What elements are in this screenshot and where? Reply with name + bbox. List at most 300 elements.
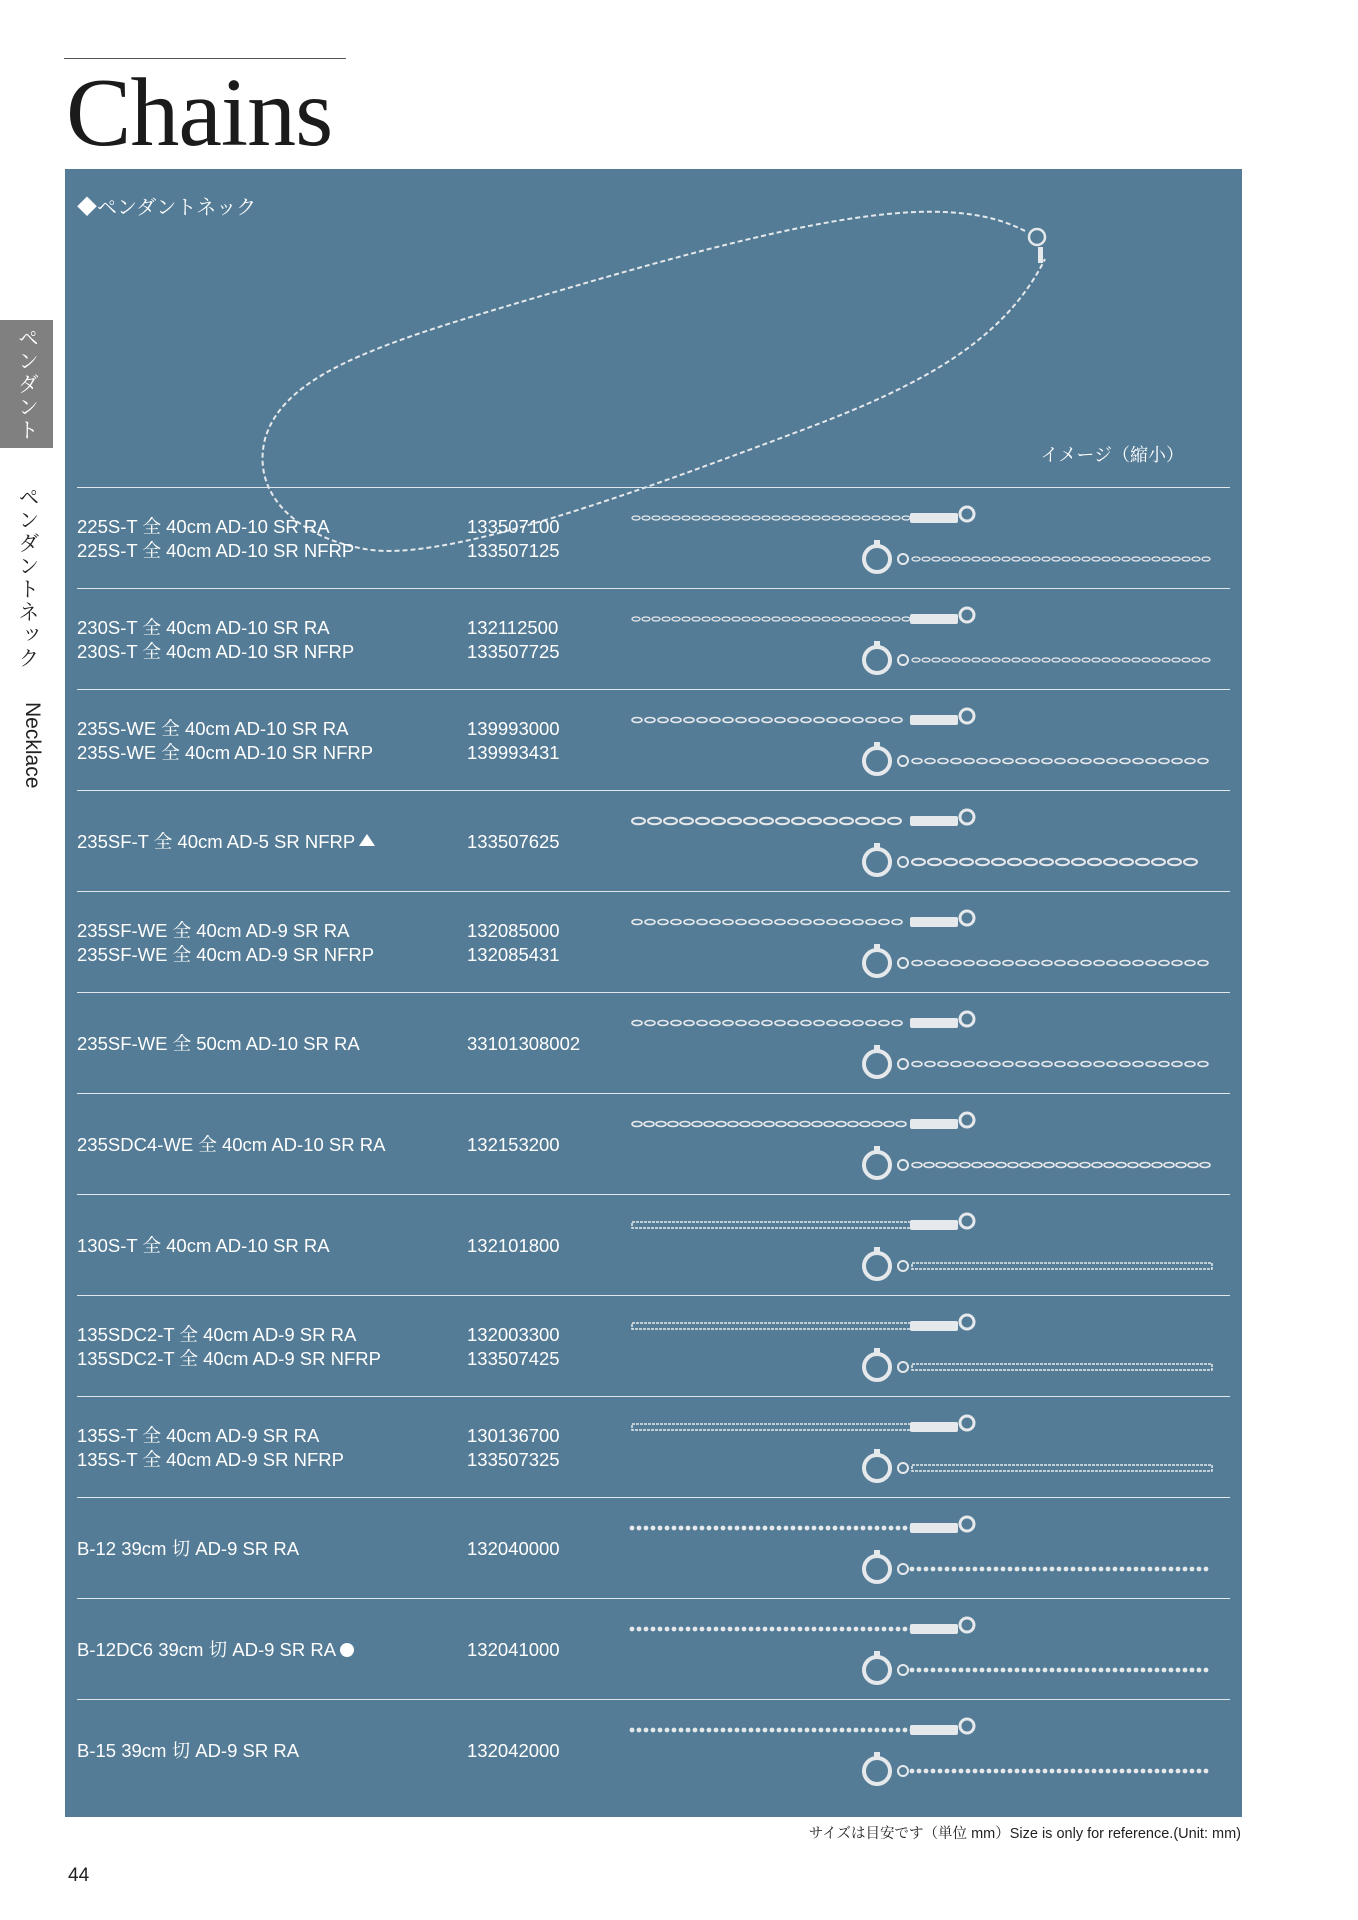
- clasp-ring: [898, 1766, 908, 1776]
- product-name: 135S-T 全 40cm AD-9 SR NFRP: [77, 1448, 344, 1470]
- chain-bead: [1008, 1769, 1013, 1774]
- clasp-ring: [898, 1463, 908, 1473]
- product-code: 132112500: [467, 616, 559, 638]
- chain-link: [782, 617, 790, 621]
- chain-link: [1198, 1062, 1208, 1067]
- chain-link: [948, 1163, 958, 1168]
- chain-link: [648, 818, 661, 825]
- chain-link: [853, 718, 863, 723]
- chain-link: [1159, 759, 1169, 764]
- chain-link: [1052, 658, 1060, 662]
- chain-bead: [987, 1567, 992, 1572]
- page-title: Chains: [66, 59, 333, 167]
- chain-bead: [735, 1627, 740, 1632]
- chain-link: [1198, 961, 1208, 966]
- clasp-ring: [898, 756, 908, 766]
- necklace-tag: [1038, 247, 1043, 263]
- chain-link: [642, 617, 650, 621]
- chain-bead: [1015, 1668, 1020, 1673]
- chain-link: [1102, 658, 1110, 662]
- clasp-lever: [874, 1045, 880, 1053]
- chain-link: [1202, 658, 1210, 662]
- chain-bead: [812, 1526, 817, 1531]
- chain-link: [800, 1122, 810, 1127]
- product-row: [77, 589, 1230, 690]
- chain-link: [922, 658, 930, 662]
- chain-link: [697, 920, 707, 925]
- chain-bead: [875, 1627, 880, 1632]
- jump-ring-icon: [960, 810, 974, 824]
- chain-link: [1040, 859, 1053, 866]
- chain-link: [632, 1021, 642, 1026]
- chain-bead: [1078, 1567, 1083, 1572]
- chain-bead: [770, 1526, 775, 1531]
- chain-link: [775, 718, 785, 723]
- chain-link: [736, 1021, 746, 1026]
- chain-link: [1202, 557, 1210, 561]
- chain-bead: [728, 1526, 733, 1531]
- chain-link: [872, 818, 885, 825]
- chain-bead: [1106, 1668, 1111, 1673]
- chain-bead: [1204, 1567, 1209, 1572]
- chain-link: [1164, 1163, 1174, 1168]
- product-row: [77, 1498, 1230, 1599]
- chain-link: [922, 557, 930, 561]
- chain-link: [1012, 557, 1020, 561]
- chain-link: [788, 1021, 798, 1026]
- chain-bead: [721, 1526, 726, 1531]
- product-code: 132101800: [467, 1234, 560, 1256]
- chain-bead: [994, 1668, 999, 1673]
- chain-sample-image: [622, 1200, 1222, 1290]
- chain-bead: [693, 1627, 698, 1632]
- product-row-text: [77, 488, 617, 588]
- chain-bead: [973, 1769, 978, 1774]
- chain-link: [1182, 557, 1190, 561]
- chain-bead: [770, 1627, 775, 1632]
- chain-strand: [912, 1263, 1212, 1269]
- chain-link: [760, 818, 773, 825]
- chain-link: [842, 516, 850, 520]
- chain-link: [664, 818, 677, 825]
- chain-bead: [1057, 1668, 1062, 1673]
- chain-bead: [1099, 1668, 1104, 1673]
- chain-bead: [882, 1526, 887, 1531]
- chain-bead: [693, 1526, 698, 1531]
- chain-link: [925, 961, 935, 966]
- chain-bead: [854, 1728, 859, 1733]
- chain-bead: [833, 1526, 838, 1531]
- product-name-text: 235SF-T 全 40cm AD-5 SR NFRP: [77, 830, 356, 852]
- chain-strand: [912, 1364, 1212, 1370]
- chain-bead: [1127, 1668, 1132, 1673]
- chain-bead: [805, 1627, 810, 1632]
- chain-link: [788, 1122, 798, 1127]
- chain-bead: [658, 1526, 663, 1531]
- product-name: 135SDC2-T 全 40cm AD-9 SR NFRP: [77, 1347, 381, 1369]
- chain-link: [1088, 859, 1101, 866]
- product-line: [77, 830, 617, 853]
- chain-bead: [854, 1627, 859, 1632]
- product-row: [77, 488, 1230, 589]
- chain-link: [1146, 961, 1156, 966]
- clasp-lever: [874, 1348, 880, 1356]
- chain-bead: [917, 1567, 922, 1572]
- product-name: 235SF-WE 全 40cm AD-9 SR NFRP: [77, 943, 375, 965]
- chain-bead: [1141, 1567, 1146, 1572]
- product-line: [77, 1638, 617, 1661]
- chain-bead: [1162, 1769, 1167, 1774]
- chain-bead: [994, 1567, 999, 1572]
- chain-bead: [763, 1627, 768, 1632]
- chain-link: [1022, 658, 1030, 662]
- clasp-ring: [898, 1160, 908, 1170]
- chain-link: [671, 1021, 681, 1026]
- chain-link: [1122, 658, 1130, 662]
- product-line: [77, 640, 617, 663]
- jump-ring-icon: [960, 1315, 974, 1329]
- chain-link: [1072, 557, 1080, 561]
- product-row: [77, 1296, 1230, 1397]
- chain-link: [672, 516, 680, 520]
- chain-link: [723, 1021, 733, 1026]
- chain-link: [992, 658, 1000, 662]
- chain-link: [892, 718, 902, 723]
- chain-bead: [1036, 1668, 1041, 1673]
- chain-bead: [756, 1627, 761, 1632]
- chain-bead: [644, 1728, 649, 1733]
- product-row: [77, 1094, 1230, 1195]
- end-tag: [910, 1523, 958, 1533]
- chain-link: [762, 1021, 772, 1026]
- chain-bead: [840, 1728, 845, 1733]
- chain-bead: [952, 1769, 957, 1774]
- product-name: B-15 39cm 切 AD-9 SR RA: [77, 1739, 300, 1761]
- chain-bead: [630, 1728, 635, 1733]
- chain-bead: [889, 1728, 894, 1733]
- chain-bead: [1050, 1668, 1055, 1673]
- chain-link: [1120, 759, 1130, 764]
- clasp-lever: [874, 1449, 880, 1457]
- chain-bead: [812, 1627, 817, 1632]
- chain-bead: [1029, 1668, 1034, 1673]
- chain-link: [632, 1122, 642, 1127]
- chain-link: [996, 1163, 1006, 1168]
- product-row: [77, 1700, 1230, 1800]
- chain-bead: [945, 1769, 950, 1774]
- clasp-ring: [898, 554, 908, 564]
- chain-link: [892, 1021, 902, 1026]
- chain-link: [1092, 557, 1100, 561]
- chain-bead: [959, 1567, 964, 1572]
- chain-link: [712, 818, 725, 825]
- chain-link: [977, 759, 987, 764]
- chain-link: [982, 557, 990, 561]
- chain-link: [932, 658, 940, 662]
- chain-bead: [1155, 1668, 1160, 1673]
- chain-bead: [707, 1728, 712, 1733]
- chain-bead: [945, 1668, 950, 1673]
- spring-ring-clasp-icon: [864, 1758, 890, 1784]
- chain-bead: [1141, 1668, 1146, 1673]
- jump-ring-icon: [960, 1618, 974, 1632]
- product-code: 133507100: [467, 515, 560, 537]
- chain-link: [1016, 961, 1026, 966]
- chain-link: [1185, 1062, 1195, 1067]
- chain-bead: [637, 1627, 642, 1632]
- chain-bead: [1001, 1769, 1006, 1774]
- end-tag: [910, 1119, 958, 1129]
- product-line: [77, 1739, 617, 1762]
- chain-bead: [742, 1526, 747, 1531]
- chain-bead: [644, 1526, 649, 1531]
- chain-bead: [1197, 1567, 1202, 1572]
- chain-bead: [686, 1728, 691, 1733]
- chain-link: [702, 617, 710, 621]
- chain-link: [1008, 1163, 1018, 1168]
- chain-sample-image: [622, 897, 1222, 987]
- chain-link: [1056, 1163, 1066, 1168]
- chain-link: [728, 1122, 738, 1127]
- chain-bead: [742, 1728, 747, 1733]
- chain-link: [692, 1122, 702, 1127]
- chain-link: [1081, 1062, 1091, 1067]
- chain-bead: [1134, 1769, 1139, 1774]
- chain-bead: [1071, 1668, 1076, 1673]
- chain-link: [642, 516, 650, 520]
- chain-bead: [903, 1728, 908, 1733]
- chain-bead: [910, 1769, 915, 1774]
- chain-link: [684, 1021, 694, 1026]
- chain-link: [1120, 859, 1133, 866]
- chain-link: [1152, 557, 1160, 561]
- chain-link: [1032, 658, 1040, 662]
- chain-link: [938, 961, 948, 966]
- chain-link: [712, 617, 720, 621]
- clasp-ring: [898, 655, 908, 665]
- clasp-ring: [898, 1059, 908, 1069]
- chain-bead: [749, 1526, 754, 1531]
- end-tag: [910, 715, 958, 725]
- end-tag: [910, 816, 958, 826]
- chain-link: [814, 1021, 824, 1026]
- chain-bead: [1022, 1668, 1027, 1673]
- product-row: [77, 791, 1230, 892]
- chain-link: [732, 617, 740, 621]
- chain-bead: [868, 1627, 873, 1632]
- chain-bead: [889, 1526, 894, 1531]
- chain-bead: [1001, 1567, 1006, 1572]
- chain-bead: [1001, 1668, 1006, 1673]
- jump-ring-icon: [960, 507, 974, 521]
- chain-bead: [973, 1567, 978, 1572]
- product-name: 235S-WE 全 40cm AD-10 SR RA: [77, 717, 349, 739]
- chain-bead: [1155, 1769, 1160, 1774]
- chain-bead: [777, 1728, 782, 1733]
- chain-link: [990, 759, 1000, 764]
- chain-link: [1081, 961, 1091, 966]
- chain-bead: [651, 1627, 656, 1632]
- chain-bead: [931, 1567, 936, 1572]
- size-note: サイズは目安です（単位 mm）Size is only for reference.(Unit: mm): [808, 1826, 1241, 1842]
- chain-link: [1044, 1163, 1054, 1168]
- chain-link: [1003, 759, 1013, 764]
- spring-ring-clasp-icon: [864, 1051, 890, 1077]
- product-code: 133507725: [467, 640, 560, 662]
- chain-bead: [679, 1627, 684, 1632]
- chain-bead: [1141, 1769, 1146, 1774]
- chain-bead: [742, 1627, 747, 1632]
- chain-link: [1132, 658, 1140, 662]
- clasp-ring: [898, 1362, 908, 1372]
- chain-bead: [1043, 1668, 1048, 1673]
- chain-bead: [826, 1728, 831, 1733]
- chain-link: [1168, 859, 1181, 866]
- chain-link: [952, 557, 960, 561]
- product-line: [77, 1347, 617, 1370]
- chain-bead: [1106, 1567, 1111, 1572]
- chain-bead: [1169, 1668, 1174, 1673]
- chain-bead: [1057, 1769, 1062, 1774]
- chain-bead: [1148, 1668, 1153, 1673]
- chain-bead: [805, 1728, 810, 1733]
- chain-link: [658, 718, 668, 723]
- chain-link: [951, 1062, 961, 1067]
- end-tag: [910, 1018, 958, 1028]
- chain-bead: [861, 1526, 866, 1531]
- catalog-panel: [65, 169, 1242, 1817]
- chain-link: [882, 516, 890, 520]
- chain-link: [1172, 961, 1182, 966]
- chain-link: [902, 617, 910, 621]
- product-row-text: [77, 1296, 617, 1396]
- page-number: 44: [68, 1865, 90, 1886]
- chain-link: [808, 818, 821, 825]
- chain-link: [972, 658, 980, 662]
- chain-link: [1003, 961, 1013, 966]
- chain-bead: [1015, 1769, 1020, 1774]
- chain-link: [1142, 658, 1150, 662]
- chain-link: [1072, 859, 1085, 866]
- chain-link: [632, 617, 640, 621]
- product-list: [77, 488, 1230, 1800]
- chain-bead: [791, 1627, 796, 1632]
- chain-link: [952, 658, 960, 662]
- side-tab-pendant[interactable]: [0, 320, 53, 448]
- chain-link: [912, 658, 920, 662]
- product-row-text: [77, 791, 617, 891]
- jump-ring-icon: [960, 709, 974, 723]
- chain-link: [1162, 658, 1170, 662]
- chain-sample-image: [622, 1301, 1222, 1391]
- product-name: 235SDC4-WE 全 40cm AD-10 SR RA: [77, 1133, 386, 1155]
- chain-link: [1055, 759, 1065, 764]
- chain-link: [824, 818, 837, 825]
- chain-link: [742, 617, 750, 621]
- jump-ring-icon: [960, 911, 974, 925]
- product-row: [77, 1397, 1230, 1498]
- chain-link: [1029, 759, 1039, 764]
- product-row-text: [77, 1599, 617, 1699]
- chain-bead: [882, 1627, 887, 1632]
- chain-link: [801, 718, 811, 723]
- chain-link: [792, 617, 800, 621]
- chain-link: [722, 617, 730, 621]
- chain-bead: [1092, 1567, 1097, 1572]
- chain-link: [912, 859, 925, 866]
- chain-bead: [637, 1526, 642, 1531]
- chain-bead: [1064, 1567, 1069, 1572]
- product-code: 132041000: [467, 1638, 560, 1660]
- product-row: [77, 993, 1230, 1094]
- chain-link: [964, 759, 974, 764]
- chain-link: [764, 1122, 774, 1127]
- chain-link: [1185, 961, 1195, 966]
- product-name: 235S-WE 全 40cm AD-10 SR NFRP: [77, 741, 374, 763]
- chain-link: [802, 516, 810, 520]
- product-code: 133507125: [467, 539, 560, 561]
- chain-link: [962, 557, 970, 561]
- chain-bead: [728, 1627, 733, 1632]
- chain-link: [840, 1021, 850, 1026]
- chain-sample-image: [622, 1402, 1222, 1492]
- chain-link: [762, 920, 772, 925]
- chain-bead: [819, 1526, 824, 1531]
- product-line: [77, 1133, 617, 1156]
- chain-bead: [1204, 1769, 1209, 1774]
- jump-ring-icon: [960, 1012, 974, 1026]
- chain-bead: [882, 1728, 887, 1733]
- product-row-text: [77, 589, 617, 689]
- chain-bead: [1008, 1567, 1013, 1572]
- product-line: [77, 1234, 617, 1257]
- chain-link: [1112, 557, 1120, 561]
- chain-sample-image: [622, 1705, 1222, 1795]
- chain-link: [990, 1062, 1000, 1067]
- chain-link: [1107, 1062, 1117, 1067]
- chain-link: [1159, 1062, 1169, 1067]
- chain-bead: [847, 1728, 852, 1733]
- chain-link: [1188, 1163, 1198, 1168]
- chain-bead: [798, 1728, 803, 1733]
- chain-link: [1133, 1062, 1143, 1067]
- chain-link: [776, 1122, 786, 1127]
- chain-link: [744, 818, 757, 825]
- chain-link: [932, 557, 940, 561]
- chain-bead: [665, 1728, 670, 1733]
- chain-link: [1172, 1062, 1182, 1067]
- chain-link: [824, 1122, 834, 1127]
- chain-link: [912, 961, 922, 966]
- chain-bead: [1008, 1668, 1013, 1673]
- spring-ring-clasp-icon: [864, 1253, 890, 1279]
- clasp-lever: [874, 944, 880, 952]
- chain-link: [866, 718, 876, 723]
- product-name: 225S-T 全 40cm AD-10 SR RA: [77, 515, 330, 537]
- clasp-ring: [898, 1564, 908, 1574]
- product-row-text: [77, 1498, 617, 1598]
- chain-link: [1132, 557, 1140, 561]
- chain-link: [1133, 961, 1143, 966]
- product-row: [77, 892, 1230, 993]
- chain-link: [1122, 557, 1130, 561]
- clasp-ring: [898, 958, 908, 968]
- chain-bead: [791, 1728, 796, 1733]
- chain-link: [658, 1021, 668, 1026]
- product-name: 235SF-WE 全 50cm AD-10 SR RA: [77, 1032, 360, 1054]
- chain-bead: [1085, 1769, 1090, 1774]
- chain-bead: [924, 1668, 929, 1673]
